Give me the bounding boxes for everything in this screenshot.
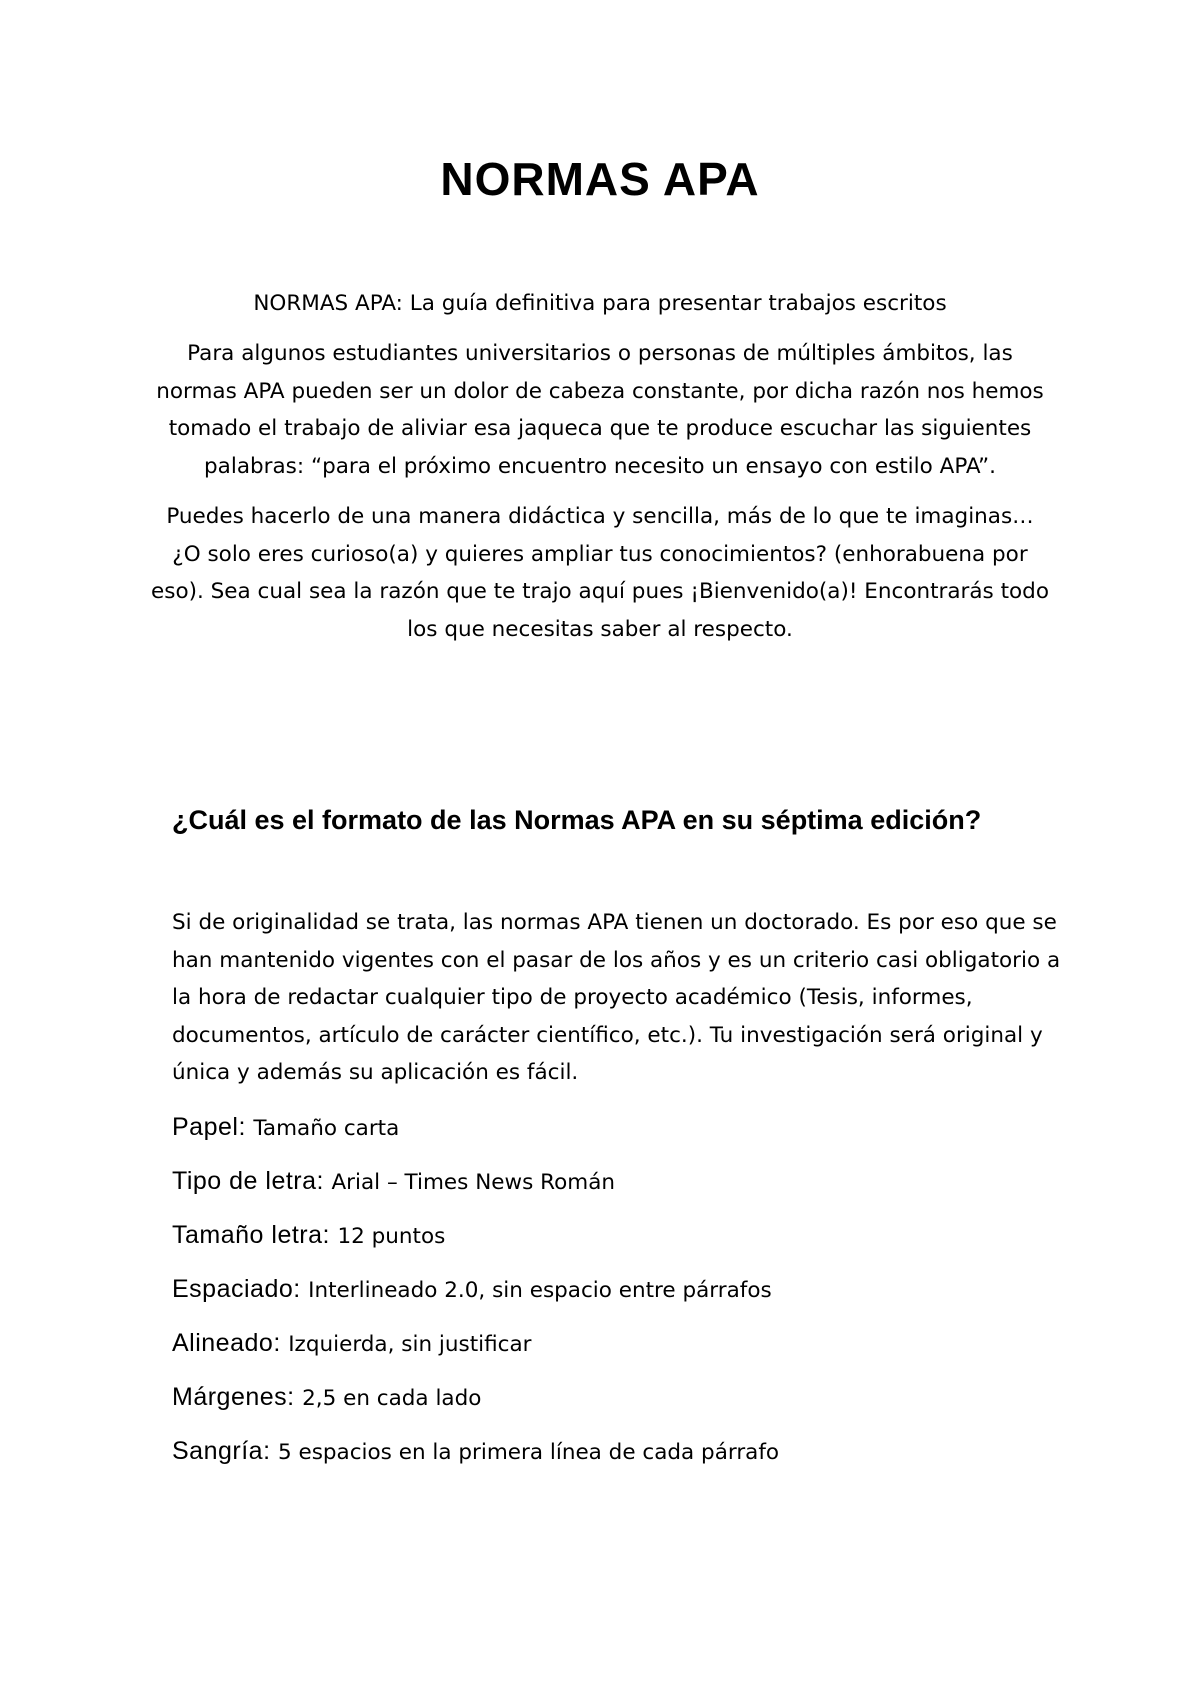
spec-item bbox=[172, 1431, 1072, 1485]
spec-value: Tamaño carta bbox=[253, 1116, 400, 1141]
spec-label: Espaciado bbox=[172, 1275, 294, 1303]
spec-separator: : bbox=[287, 1383, 303, 1411]
section-body bbox=[172, 904, 1072, 1092]
intro-paragraph: Puedes hacerlo de una manera didáctica y sencilla, más de lo que te imaginas… ¿O solo eres curioso(a) y quieres ampliar tus conocimientos? (enhorabuena por eso). Sea cual sea la razón que te trajo aquí pues ¡Bienvenido(a)! Encontrarás todo los que necesitas saber al respecto. bbox=[151, 504, 1049, 642]
spec-separator: : bbox=[293, 1275, 309, 1303]
spec-value: Izquierda, sin justificar bbox=[288, 1332, 532, 1357]
spec-separator: : bbox=[238, 1113, 254, 1141]
spec-value: Interlineado 2.0, sin espacio entre párrafos bbox=[308, 1278, 772, 1303]
spec-item bbox=[172, 1269, 1072, 1323]
spec-label: Sangría bbox=[172, 1437, 264, 1465]
intro-paragraph: Para algunos estudiantes universitarios o personas de múltiples ámbitos, las normas APA pueden ser un dolor de cabeza constante, por dicha razón nos hemos tomado el trabajo de aliviar esa jaqueca que te produce escuchar las siguientes palabras: “para el próximo encuentro necesito un ensayo con estilo APA”. bbox=[156, 341, 1044, 479]
document-subtitle bbox=[150, 285, 1050, 323]
spec-separator: : bbox=[273, 1329, 289, 1357]
spec-label: Tipo de letra bbox=[172, 1167, 317, 1195]
format-spec-list bbox=[172, 1107, 1072, 1485]
spec-item bbox=[172, 1323, 1072, 1377]
section-paragraph: Si de originalidad se trata, las normas APA tienen un doctorado. Es por eso que se han mantenido vigentes con el pasar de los años y es un criterio casi obligatorio a la hora de redactar cualquier tipo de proyecto académico (Tesis, informes, documentos, artículo de carácter científico, etc.). Tu investigación será original y única y además su aplicación es fácil. bbox=[172, 910, 1061, 1085]
intro-section bbox=[150, 335, 1050, 648]
spec-label: Papel bbox=[172, 1113, 239, 1141]
spec-item bbox=[172, 1377, 1072, 1431]
spec-label: Tamaño letra bbox=[172, 1221, 323, 1249]
document-title: NORMAS APA bbox=[440, 153, 760, 205]
spec-separator: : bbox=[263, 1437, 278, 1465]
spec-separator: : bbox=[316, 1167, 332, 1195]
section-heading: ¿Cuál es el formato de las Normas APA en su séptima edición? bbox=[172, 805, 982, 835]
spec-value: 2,5 en cada lado bbox=[302, 1386, 482, 1411]
subtitle-text: NORMAS APA: La guía definitiva para presentar trabajos escritos bbox=[253, 291, 947, 316]
spec-value: 12 puntos bbox=[337, 1224, 446, 1249]
spec-value: 5 espacios en la primera línea de cada párrafo bbox=[277, 1440, 780, 1465]
spec-item bbox=[172, 1161, 1072, 1215]
spec-item bbox=[172, 1215, 1072, 1269]
spec-value: Arial – Times News Román bbox=[331, 1170, 615, 1195]
spec-separator: : bbox=[322, 1221, 338, 1249]
spec-label: Alineado bbox=[172, 1329, 274, 1357]
spec-label: Márgenes bbox=[172, 1383, 288, 1411]
spec-item bbox=[172, 1107, 1072, 1161]
